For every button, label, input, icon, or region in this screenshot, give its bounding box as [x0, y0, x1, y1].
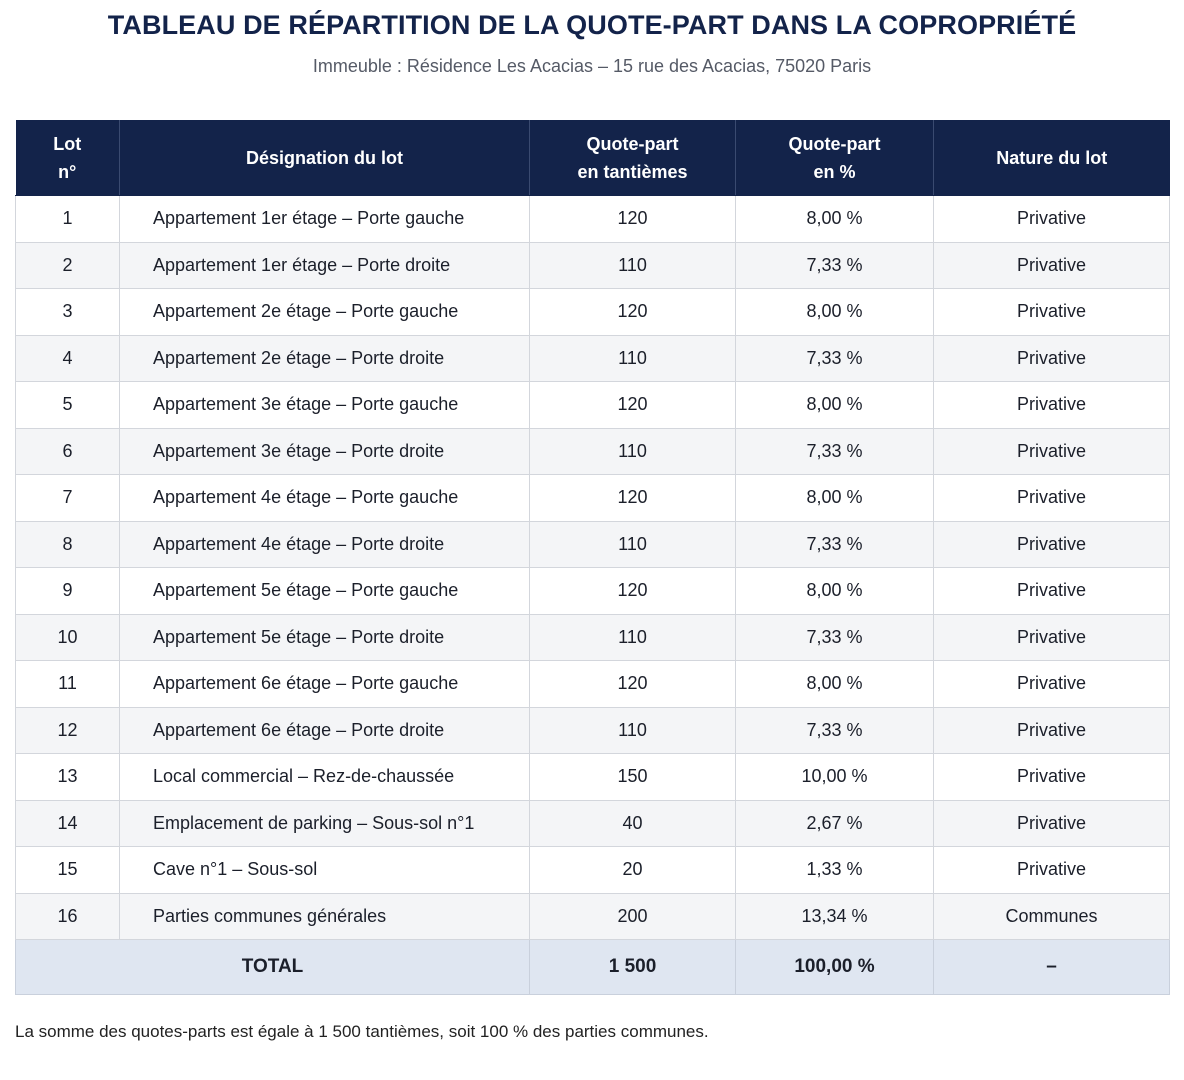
- designation-cell: Appartement 1er étage – Porte droite: [120, 242, 530, 289]
- tantiemes-cell: 110: [530, 335, 736, 382]
- designation-cell: Appartement 1er étage – Porte gauche: [120, 196, 530, 243]
- header-percent-line1: Quote-part: [788, 133, 881, 154]
- table-row: [16, 428, 1170, 475]
- lot-cell: 13: [16, 754, 120, 801]
- nature-cell: Privative: [934, 614, 1170, 661]
- lot-cell: 15: [16, 847, 120, 894]
- header-tantiemes: [530, 120, 736, 196]
- page-subtitle: Immeuble : Résidence Les Acacias – 15 rue des Acacias, 75020 Paris: [312, 56, 872, 76]
- nature-cell: Privative: [934, 707, 1170, 754]
- percent-cell: 7,33 %: [736, 428, 934, 475]
- lot-cell: 2: [16, 242, 120, 289]
- table-row: [16, 289, 1170, 336]
- nature-cell: Privative: [934, 800, 1170, 847]
- designation-cell: Appartement 3e étage – Porte gauche: [120, 382, 530, 429]
- header-lot-line1: Lot: [53, 133, 82, 154]
- percent-cell: 13,34 %: [736, 893, 934, 940]
- quote-part-table: [15, 120, 1170, 995]
- designation-cell: Appartement 5e étage – Porte droite: [120, 614, 530, 661]
- nature-cell: Communes: [934, 893, 1170, 940]
- tantiemes-cell: 120: [530, 661, 736, 708]
- tantiemes-cell: 20: [530, 847, 736, 894]
- table-row: [16, 242, 1170, 289]
- designation-cell: Appartement 6e étage – Porte gauche: [120, 661, 530, 708]
- lot-cell: 11: [16, 661, 120, 708]
- lot-cell: 4: [16, 335, 120, 382]
- table-row: [16, 893, 1170, 940]
- lot-cell: 8: [16, 521, 120, 568]
- tantiemes-cell: 120: [530, 196, 736, 243]
- header-designation: Désignation du lot: [120, 120, 530, 196]
- percent-cell: 8,00 %: [736, 289, 934, 336]
- header-nature: Nature du lot: [934, 120, 1170, 196]
- table-body: [16, 196, 1170, 940]
- lot-cell: 9: [16, 568, 120, 615]
- tantiemes-cell: 110: [530, 521, 736, 568]
- table-header: [16, 120, 1170, 196]
- lot-cell: 7: [16, 475, 120, 522]
- nature-cell: Privative: [934, 335, 1170, 382]
- header-percent-line2: en %: [813, 161, 856, 182]
- tantiemes-cell: 120: [530, 382, 736, 429]
- percent-cell: 8,00 %: [736, 661, 934, 708]
- header-row: [16, 120, 1170, 196]
- table-row: [16, 568, 1170, 615]
- tantiemes-cell: 200: [530, 893, 736, 940]
- header-tantiemes-line2: en tantièmes: [577, 161, 688, 182]
- designation-cell: Local commercial – Rez-de-chaussée: [120, 754, 530, 801]
- total-label: TOTAL: [16, 940, 530, 995]
- table-row: [16, 196, 1170, 243]
- tantiemes-cell: 120: [530, 289, 736, 336]
- percent-cell: 7,33 %: [736, 521, 934, 568]
- lot-cell: 6: [16, 428, 120, 475]
- header-tantiemes-line1: Quote-part: [586, 133, 679, 154]
- total-tantiemes: 1 500: [530, 940, 736, 995]
- table-row: [16, 382, 1170, 429]
- percent-cell: 7,33 %: [736, 707, 934, 754]
- designation-cell: Appartement 4e étage – Porte gauche: [120, 475, 530, 522]
- nature-cell: Privative: [934, 754, 1170, 801]
- table-footer: [16, 940, 1170, 995]
- percent-cell: 8,00 %: [736, 475, 934, 522]
- tantiemes-cell: 110: [530, 707, 736, 754]
- lot-cell: 1: [16, 196, 120, 243]
- designation-cell: Parties communes générales: [120, 893, 530, 940]
- designation-cell: Appartement 6e étage – Porte droite: [120, 707, 530, 754]
- total-row: [16, 940, 1170, 995]
- nature-cell: Privative: [934, 242, 1170, 289]
- designation-cell: Appartement 3e étage – Porte droite: [120, 428, 530, 475]
- designation-cell: Emplacement de parking – Sous-sol n°1: [120, 800, 530, 847]
- header-lot-line2: n°: [58, 161, 77, 182]
- nature-cell: Privative: [934, 289, 1170, 336]
- tantiemes-cell: 120: [530, 568, 736, 615]
- tantiemes-cell: 150: [530, 754, 736, 801]
- table-row: [16, 335, 1170, 382]
- percent-cell: 1,33 %: [736, 847, 934, 894]
- percent-cell: 8,00 %: [736, 196, 934, 243]
- table-row: [16, 800, 1170, 847]
- table-row: [16, 521, 1170, 568]
- lot-cell: 16: [16, 893, 120, 940]
- designation-cell: Appartement 2e étage – Porte gauche: [120, 289, 530, 336]
- table-row: [16, 614, 1170, 661]
- percent-cell: 7,33 %: [736, 335, 934, 382]
- tantiemes-cell: 110: [530, 242, 736, 289]
- nature-cell: Privative: [934, 382, 1170, 429]
- total-percent: 100,00 %: [736, 940, 934, 995]
- nature-cell: Privative: [934, 196, 1170, 243]
- designation-cell: Cave n°1 – Sous-sol: [120, 847, 530, 894]
- nature-cell: Privative: [934, 847, 1170, 894]
- table-row: [16, 707, 1170, 754]
- footnote: La somme des quotes-parts est égale à 1 500 tantièmes, soit 100 % des parties communes.: [15, 1022, 709, 1041]
- table-row: [16, 754, 1170, 801]
- lot-cell: 12: [16, 707, 120, 754]
- nature-cell: Privative: [934, 568, 1170, 615]
- table-row: [16, 847, 1170, 894]
- tantiemes-cell: 40: [530, 800, 736, 847]
- percent-cell: 8,00 %: [736, 382, 934, 429]
- nature-cell: Privative: [934, 521, 1170, 568]
- designation-cell: Appartement 2e étage – Porte droite: [120, 335, 530, 382]
- total-nature: –: [934, 940, 1170, 995]
- designation-cell: Appartement 4e étage – Porte droite: [120, 521, 530, 568]
- table-row: [16, 475, 1170, 522]
- percent-cell: 10,00 %: [736, 754, 934, 801]
- percent-cell: 2,67 %: [736, 800, 934, 847]
- tantiemes-cell: 120: [530, 475, 736, 522]
- lot-cell: 5: [16, 382, 120, 429]
- tantiemes-cell: 110: [530, 614, 736, 661]
- percent-cell: 8,00 %: [736, 568, 934, 615]
- tantiemes-cell: 110: [530, 428, 736, 475]
- designation-cell: Appartement 5e étage – Porte gauche: [120, 568, 530, 615]
- nature-cell: Privative: [934, 428, 1170, 475]
- lot-cell: 10: [16, 614, 120, 661]
- lot-cell: 14: [16, 800, 120, 847]
- header-lot: [16, 120, 120, 196]
- page-title: TABLEAU DE RÉPARTITION DE LA QUOTE-PART DANS LA COPROPRIÉTÉ: [107, 10, 1077, 40]
- percent-cell: 7,33 %: [736, 614, 934, 661]
- header-percent: [736, 120, 934, 196]
- nature-cell: Privative: [934, 475, 1170, 522]
- table-row: [16, 661, 1170, 708]
- lot-cell: 3: [16, 289, 120, 336]
- percent-cell: 7,33 %: [736, 242, 934, 289]
- nature-cell: Privative: [934, 661, 1170, 708]
